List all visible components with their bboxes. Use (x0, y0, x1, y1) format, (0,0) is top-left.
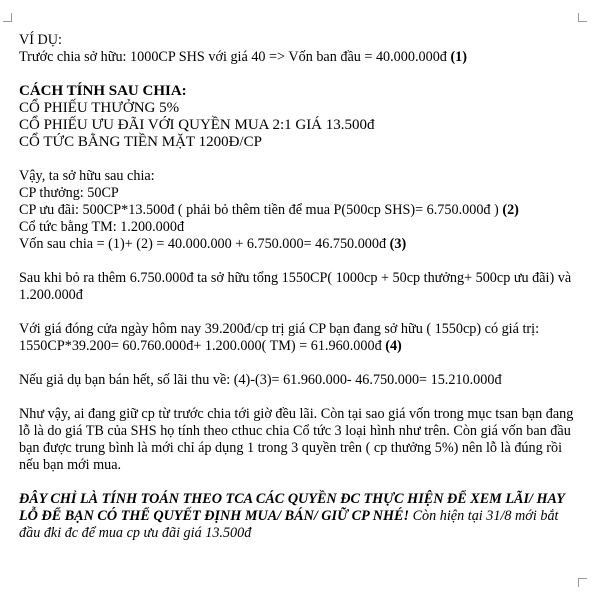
paragraph-value-tag: (4) (385, 338, 402, 354)
spacer (19, 151, 579, 168)
example-label: VÍ DỤ: (19, 32, 62, 48)
closing-note (19, 491, 579, 542)
calc-item-dividend: CỔ TỨC BẰNG TIỀN MẶT 1200Đ/CP (19, 134, 262, 150)
example-line-text: Trước chia sở hữu: 1000CP SHS với giá 40 => Vốn ban đầu = 40.000.000đ (19, 49, 447, 65)
calc-item-bonus: CỔ PHIẾU THƯỞNG 5% (19, 100, 180, 116)
paragraph-profit: Nếu giả dụ bạn bán hết, số lãi thu về: (4)-(3)= 61.960.000- 46.750.000= 15.210.000đ (19, 372, 502, 388)
after-dividend: Cổ tức bằng TM: 1.200.000đ (19, 219, 185, 235)
spacer (19, 389, 579, 406)
closing-note-italic: Còn hiện tại 31/8 mới bắt đầu đki đc để mua cp ưu đãi giá 13.500đ (19, 508, 559, 541)
after-capital-text: Vốn sau chia = (1)+ (2) = 40.000.000 + 6.750.000= 46.750.000đ (19, 236, 387, 252)
calc-heading: CÁCH TÍNH SAU CHIA: (19, 83, 187, 99)
page-corner-mark-top-left (3, 13, 12, 22)
document-body (19, 32, 579, 542)
after-intro: Vậy, ta sở hữu sau chia: (19, 168, 155, 184)
page-corner-mark-top-right (578, 13, 587, 22)
calc-item-preferred: CỔ PHIẾU ƯU ĐÃI VỚI QUYỀN MUA 2:1 GIÁ 13.500đ (19, 117, 375, 133)
after-pref-tag: (2) (502, 202, 519, 218)
paragraph-value (19, 321, 579, 355)
spacer (19, 304, 579, 321)
paragraph-value-text: Với giá đóng cửa ngày hôm nay 39.200đ/cp trị giá CP bạn đang sở hữu ( 1550cp) có giá trị: 1550CP*39.200= 60.760.000đ+ 1.200.000( TM) = 61.960.000đ (19, 321, 540, 354)
page-corner-mark-bottom-right (578, 578, 587, 587)
paragraph-total: Sau khi bỏ ra thêm 6.750.000đ ta sở hữu tổng 1550CP( 1000cp + 50cp thưởng+ 500cp ưu đãi) và 1.200.000đ (19, 270, 572, 303)
after-capital (19, 236, 579, 253)
example-line (19, 49, 579, 66)
paragraph-explain: Như vậy, ai đang giữ cp từ trước chia tới giờ đều lãi. Còn tại sao giá vốn trong mục tsan bạn đang lỗ là do giá TB của SHS họ tính theo cthuc chia Cổ tức 3 loại hình như trên. Còn giá vốn ban đầu bạn được trung bình là mới chỉ áp dụng 1 trong 3 quyền trên ( cp thưởng 5%) nên lỗ là đúng rồi nếu bạn mới mua. (19, 406, 574, 473)
after-pref (19, 202, 579, 219)
spacer (19, 355, 579, 372)
spacer (19, 66, 579, 83)
spacer (19, 253, 579, 270)
after-pref-text: CP ưu đãi: 500CP*13.500đ ( phải bỏ thêm tiền để mua P(500cp SHS)= 6.750.000đ ) (19, 202, 499, 218)
closing-note-bold: ĐÂY CHỈ LÀ TÍNH TOÁN THEO TCA CÁC QUYỀN ĐC THỰC HIỆN ĐỂ XEM LÃI/ HAY LỖ ĐỂ BẠN CÓ THỂ QUYẾT ĐỊNH MUA/ BÁN/ GIỮ CP NHÉ! (19, 491, 565, 524)
after-capital-tag: (3) (389, 236, 407, 252)
after-bonus: CP thưởng: 50CP (19, 185, 119, 201)
spacer (19, 474, 579, 491)
example-tag: (1) (450, 49, 467, 65)
